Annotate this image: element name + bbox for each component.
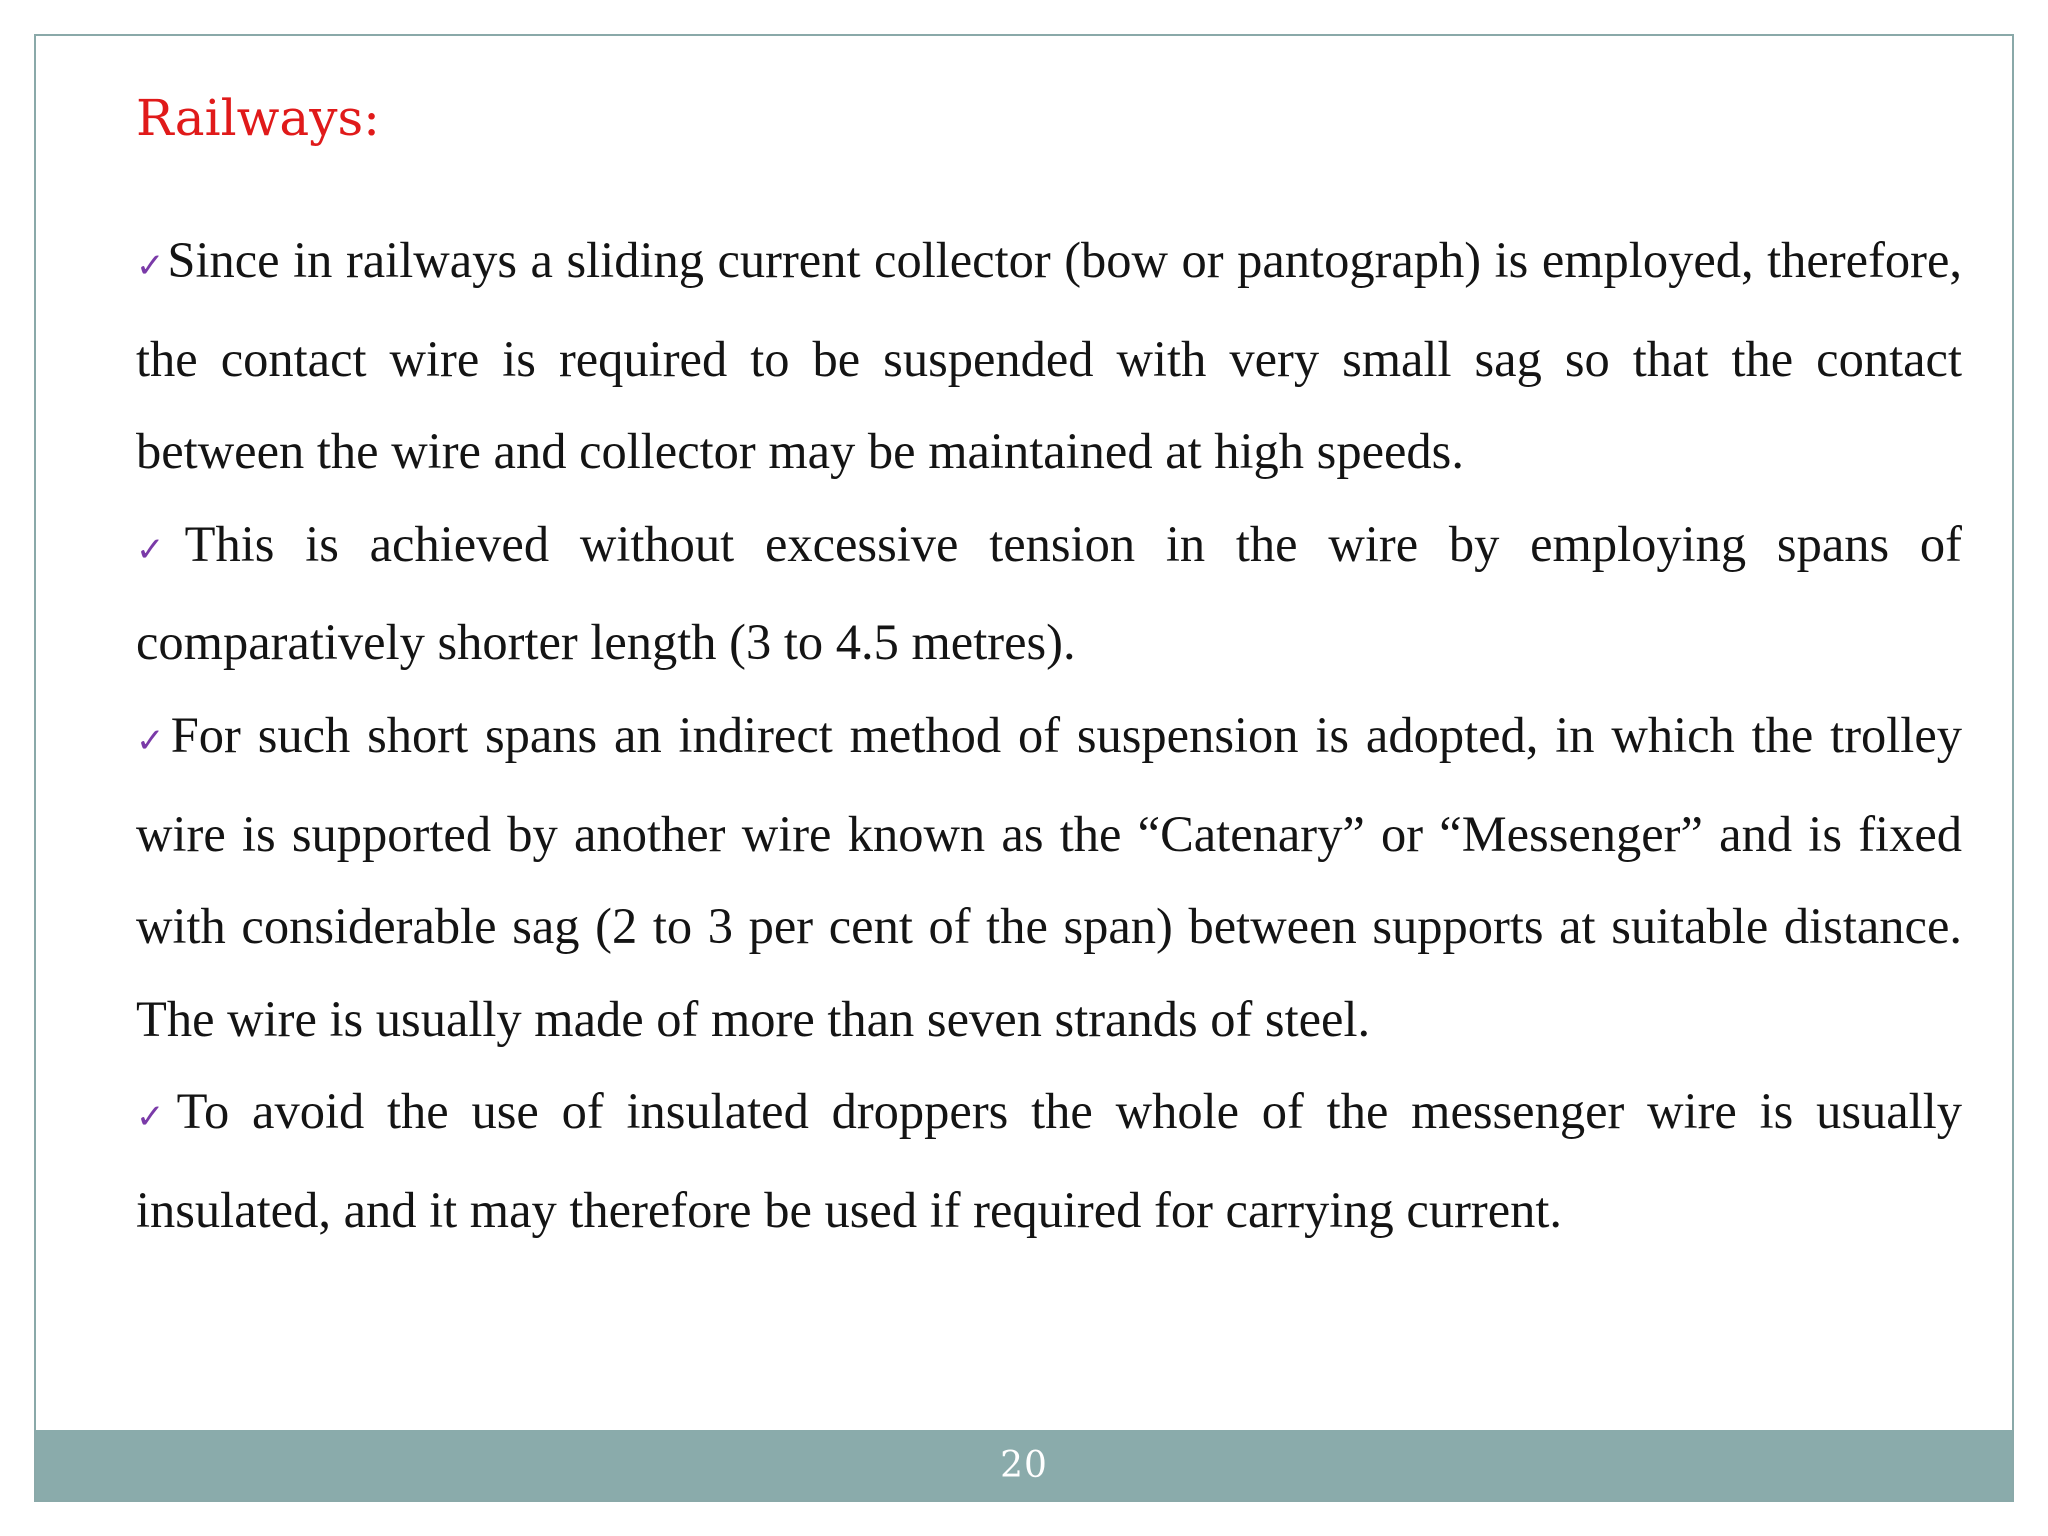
- bullet-text: Since in railways a sliding current collector (bow or pantograph) is employed, therefore, the contact wire is required to be suspended with very small sag so that the contact between the wire and collector may be maintained at high speeds.: [136, 232, 1963, 480]
- bullet-text: To avoid the use of insulated droppers the whole of the messenger wire is usually insulated, and it may therefore be used if required for carrying current.: [136, 1083, 1962, 1238]
- bullet-point-1: [136, 214, 1962, 498]
- bullet-text: For such short spans an indirect method of suspension is adopted, in which the trolley wire is supported by another wire known as the “Catenary” or “Messenger” and is fixed with considerable sag (2 to 3 per cent of the span) between supports at suitable distance. The wire is usually made of more than seven strands of steel.: [136, 706, 1962, 1047]
- checkmark-icon: ✓: [136, 1097, 175, 1138]
- slide-title: Railways:: [136, 89, 380, 147]
- checkmark-icon: ✓: [136, 720, 169, 761]
- slide: [34, 34, 2014, 1502]
- checkmark-icon: ✓: [136, 246, 166, 286]
- checkmark-icon: ✓: [136, 529, 183, 570]
- bullet-text: This is achieved without excessive tension in the wire by employing spans of comparatively shorter length (3 to 4.5 metres).: [136, 515, 1962, 671]
- bullet-point-4: [136, 1065, 1962, 1256]
- page-number: 20: [1000, 1444, 1048, 1486]
- slide-body: [136, 214, 1962, 1257]
- bullet-point-3: [136, 689, 1962, 1065]
- bullet-point-2: [136, 498, 1962, 689]
- footer-bar: [36, 1430, 2012, 1500]
